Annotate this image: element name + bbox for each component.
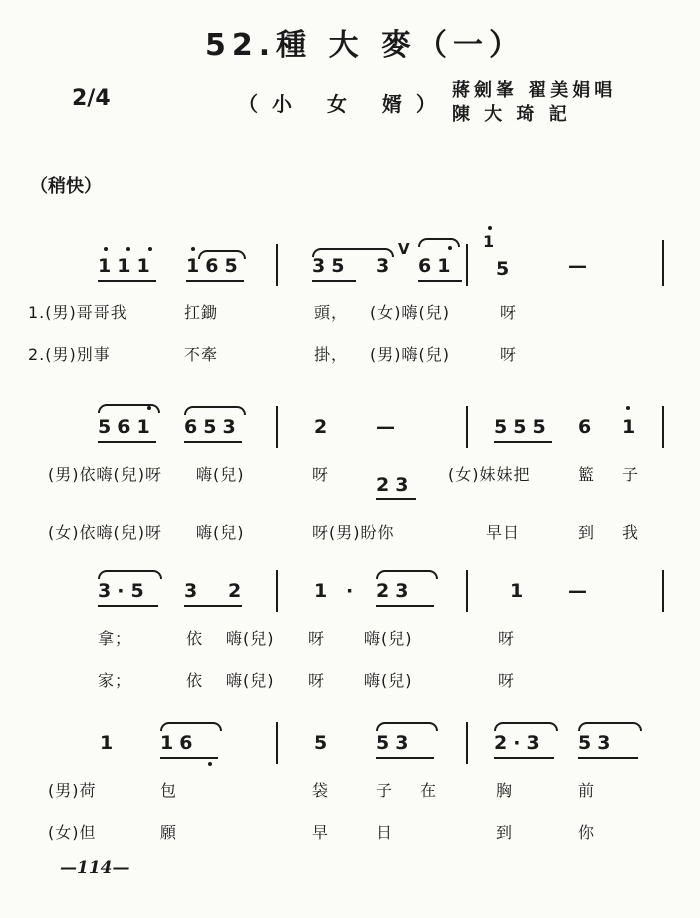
lyric: 日 [376, 823, 394, 842]
lyric: 袋 [312, 781, 330, 800]
lyric: 呀 [312, 465, 330, 484]
note-group: 53 [578, 732, 617, 754]
bar-line [466, 722, 468, 764]
lyric: (女)依嗨(兒)呀 [48, 523, 162, 542]
note-group: 53 [376, 732, 415, 754]
beat-underline [160, 757, 218, 759]
note-group: 3·5 [98, 580, 150, 602]
note-group: 23 [376, 474, 415, 496]
low-dot [208, 762, 212, 766]
note-group: 35 [312, 255, 351, 277]
bar-line [276, 570, 278, 612]
beat-underline [186, 280, 244, 282]
beat-underline [376, 757, 434, 759]
bar-line [466, 406, 468, 448]
beat-underline [98, 605, 158, 607]
note-group: 61 [418, 255, 457, 277]
breath-mark: V [398, 240, 416, 258]
high-dot [448, 246, 452, 250]
note-group: 561 [98, 416, 156, 438]
lyric: 頭， [314, 303, 349, 322]
beat-underline [494, 441, 552, 443]
lyric: 胸 [496, 781, 514, 800]
lyric: 在 [420, 781, 438, 800]
slur [494, 722, 558, 731]
credit-singers: 蔣劍峯 翟美娟唱 [452, 80, 617, 101]
slur [160, 722, 222, 731]
lyric: (男)嗨(兒) [370, 345, 450, 364]
beat-underline [494, 757, 554, 759]
bar-line [662, 406, 664, 448]
lyric: 前 [578, 781, 596, 800]
lyric: 嗨(兒) [226, 671, 275, 690]
high-dot [488, 226, 492, 230]
beat-underline [184, 605, 242, 607]
note: 6 [578, 416, 598, 438]
note: 1 [622, 416, 642, 438]
lyric: 家； [98, 671, 133, 690]
high-dot [148, 247, 152, 251]
lyric: 1.(男)哥哥我 [28, 303, 128, 322]
lyric: 子 [622, 465, 640, 484]
lyric: 到 [496, 823, 514, 842]
lyric: (女)但 [48, 823, 97, 842]
lyric: 願 [160, 823, 178, 842]
lyric: (女)嗨(兒) [370, 303, 450, 322]
lyric: 早 [312, 823, 330, 842]
lyric: 嗨(兒) [196, 523, 245, 542]
note: 5 [314, 732, 334, 754]
slur [376, 722, 438, 731]
beat-underline [98, 280, 156, 282]
note: 2 [228, 580, 248, 602]
note-group: 555 [494, 416, 552, 438]
page-number: —114— [60, 858, 130, 878]
lyric: 嗨(兒) [226, 629, 275, 648]
lyric: 依 [186, 671, 204, 690]
bar-line [276, 244, 278, 286]
note: 2 [314, 416, 334, 438]
lyric: (女)妹妹把 [448, 465, 531, 484]
lyric: 呀 [498, 671, 516, 690]
song-subtitle: （小 女 婿） [238, 92, 450, 116]
slur [98, 570, 162, 579]
lyric: 子 [376, 781, 394, 800]
lyric: 嗨(兒) [364, 629, 413, 648]
lyric: 嗨(兒) [196, 465, 245, 484]
bar-line [662, 570, 664, 612]
beat-underline [184, 441, 242, 443]
slur [184, 406, 246, 415]
note: 3 [376, 255, 396, 277]
lyric: 呀 [500, 303, 518, 322]
song-title: 52.種 大 麥（一） [205, 28, 526, 63]
note-group: 653 [184, 416, 242, 438]
note: 1 [314, 580, 334, 602]
note: 1 [100, 732, 120, 754]
high-dot [191, 247, 195, 251]
high-dot [626, 406, 630, 410]
note-group: 165 [186, 255, 244, 277]
extension-dash: — [568, 580, 593, 602]
tempo-marking: （稍快） [30, 176, 102, 197]
lyric: 拿； [98, 629, 133, 648]
high-dot [126, 247, 130, 251]
bar-line [662, 240, 664, 286]
beat-underline [418, 280, 462, 282]
lyric: 呀 [498, 629, 516, 648]
bar-line [276, 406, 278, 448]
slur [376, 570, 438, 579]
note: 1 [510, 580, 530, 602]
high-dot [147, 406, 151, 410]
note: 5 [496, 258, 516, 280]
note-group: 23 [376, 580, 415, 602]
lyric: 籃 [578, 465, 596, 484]
note-group: 16 [160, 732, 199, 754]
lyric: 早日 [486, 523, 521, 542]
grace-note: 1 [483, 232, 501, 251]
note-group: 2·3 [494, 732, 546, 754]
slur [418, 238, 460, 247]
time-signature: 2/4 [72, 86, 111, 111]
lyric: 不牽 [184, 345, 219, 364]
lyric: 到 [578, 523, 596, 542]
lyric: 呀 [308, 629, 326, 648]
beat-underline [312, 280, 356, 282]
beat-underline [376, 605, 434, 607]
note-group: 111 [98, 255, 156, 277]
lyric: 依 [186, 629, 204, 648]
beat-underline [578, 757, 638, 759]
lyric: 嗨(兒) [364, 671, 413, 690]
lyric: 扛鋤 [184, 303, 219, 322]
lyric: 呀 [308, 671, 326, 690]
lyric: 掛， [314, 345, 349, 364]
bar-line [466, 570, 468, 612]
note: 3 [184, 580, 204, 602]
lyric: 包 [160, 781, 178, 800]
dotted-rhythm: · [346, 580, 360, 602]
lyric: 呀 [500, 345, 518, 364]
extension-dash: — [568, 255, 593, 277]
high-dot [104, 247, 108, 251]
lyric: 呀(男)盼你 [312, 523, 395, 542]
bar-line [276, 722, 278, 764]
beat-underline [98, 441, 156, 443]
lyric: 我 [622, 523, 640, 542]
bar-line [466, 244, 468, 286]
slur [578, 722, 642, 731]
lyric: 你 [578, 823, 596, 842]
lyric: (男)荷 [48, 781, 97, 800]
credit-recorder: 陳 大 琦 記 [452, 104, 571, 125]
beat-underline [376, 498, 416, 500]
lyric: (男)依嗨(兒)呀 [48, 465, 162, 484]
lyric: 2.(男)別事 [28, 345, 111, 364]
extension-dash: — [376, 416, 401, 438]
